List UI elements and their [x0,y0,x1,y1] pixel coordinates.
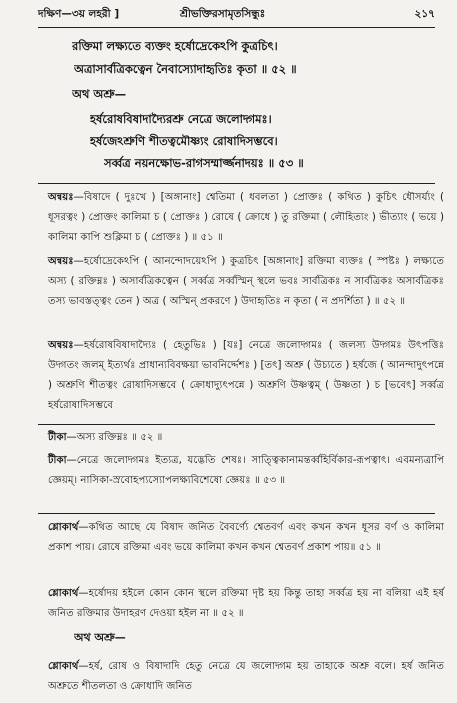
section-rule-1 [38,183,435,184]
verse-53-line-1: হর্ষরোষবিষাদাদ্যৈরশ্রু নেত্রে জলোদ্গমঃ। [90,112,272,126]
anvaya-51 [48,188,444,248]
atha-ashru-heading-2: অথ অশ্রু— [74,631,126,644]
tika-53 [48,451,444,491]
shlokartha-51-label: শ্লোকার্থ [48,522,79,533]
verse-52-line-2: অত্রাসার্বত্রিকত্বেন নৈবাস্যোদাহৃতিঃ কৃতা ॥ ৫২ ॥ [74,62,297,76]
anvaya-53-label: অন্বয়ঃ [48,340,74,351]
tika-52-text: —অস্য রক্তিম্নঃ ॥ ৫২ ॥ [66,432,163,443]
shlokartha-53-label: শ্লোকার্থ [48,661,79,672]
header-rule [38,27,435,28]
shlokartha-52 [48,584,444,624]
anvaya-53 [48,336,444,416]
tika-53-text: —নেত্রে জলোদ্গমঃ ইত্যত্র, যদ্ভেতি শেষঃ। সাত্ত্বিকানামন্তর্ব্বহির্বিকার-রূপত্বাৎ। এবমন্যত্রাপি জ্ঞেয়ম্। নাসিকা-স্রবোহপ্যস্যোপলক্ষ্যবিশেষো জ্ঞেয়ঃ ॥ ৫৩ ॥ [48,455,444,486]
section-rule-2 [38,424,435,425]
anvaya-51-label: অন্বয়ঃ [48,192,74,203]
shlokartha-51-text: —কথিত আছে যে বিষাদ জনিত বৈবর্ণ্যে শ্বেতবর্ণ এবং কখন কখন ধূসর বর্ণ ও কালিমা প্রকাশ পায়। রোষে রক্তিমা এবং ভয়ে কালিমা কখন কখন শ্বেতবর্ণ প্রকাশ পায়॥ ৫১ ॥ [48,522,444,553]
anvaya-53-text: —হর্ষরোষবিষাদাদ্যৈঃ ( হেতুভিঃ ) [যঃ] নেত্রে জলোদ্গমঃ ( জলস্য উদ্গমঃ উৎপত্তিঃ উদ্গতং জলম্ ইত্যর্থঃ প্রাধান্যবিবক্ষয়া ভাবনির্দ্দেশঃ ) [তৎ] অশ্রু ( উচ্যতে ) হর্ষজে ( আনন্দাদুৎপন্নে ) অশ্রুণি শীতত্বং রোষাদিসম্ভবে ( ক্রোধাদ্যুৎপন্নে ) অশ্রুণি উষ্ণত্বম্ ( উষ্ণতা ) চ [ভবেৎ] সর্ব্বত্র হর্ষরোষাদিসম্ভবে [48,340,444,411]
shlokartha-53-text: —হর্ষ, রোষ ও বিষাদাদি হেতু নেত্রে যে জলোদ্গম হয় তাহাকে অশ্রু বলে। হর্ষ জনিত অশ্রুতে শীতলতা ও ক্রোধাদি জনিত [48,661,444,692]
tika-52-label: টীকা [48,432,67,443]
tika-52 [48,428,444,448]
shlokartha-53 [48,657,444,697]
page-number: ২১৭ [414,8,435,20]
chapter-heading: দক্ষিণ—৩য় লহরী ] [38,8,120,20]
anvaya-52-label: অন্বয়ঃ [48,256,74,267]
anvaya-52 [48,252,444,312]
verse-53-line-2: হর্ষজেঽশ্রুণি শীতত্বমৌষ্ণ্যং রোষাদিসম্ভবে। [90,134,278,148]
shlokartha-52-label: শ্লোকার্থ [48,588,79,599]
tika-53-label: টীকা [48,455,67,466]
book-title: শ্রীভক্তিরসামৃতসিন্ধুঃ [180,8,266,20]
page-header [38,7,435,25]
shlokartha-51 [48,518,444,558]
verse-53-line-3: সর্ব্বত্র নয়নক্ষোভ-রাগসম্মার্জ্জনাদয়ঃ ॥ ৫৩ ॥ [104,156,304,170]
atha-ashru-heading: অথ অশ্রু— [72,87,127,101]
section-rule-3 [38,513,435,514]
verse-52-line-1: রক্তিমা লক্ষ্যতে ব্যক্তং হর্ষোদ্রেকেঽপি কুত্রচিৎ। [72,39,278,53]
shlokartha-52-text: —হর্ষোদয় হইলে কোন কোন স্থলে রক্তিমা দৃষ্ট হয় কিন্তু তাহা সর্ব্বত্র হয় না বলিয়া এই হর্ষ জনিত রক্তিমার উদাহরণ দেওয়া হইল না ॥ ৫২ ॥ [48,588,444,619]
anvaya-52-text: —হর্ষোদ্রেকেঽপি ( আনন্দোদয়েঽপি ) কুত্রচিৎ [অঙ্গানাং] রক্তিমা ব্যক্তঃ ( স্পষ্টঃ ) লক্ষ্যতে অস্য ( রক্তিম্নঃ ) অসার্বত্রিকত্বেন ( সর্ব্বত্র সর্ব্বস্মিন্ স্থলে ভবঃ সার্বত্রিকঃ ন সার্বত্রিকঃ অসার্বত্রিকঃ তস্য ভাবস্তত্ত্বং তেন ) অত্র ( অস্মিন্ প্রকরণে ) উদাহৃতিঃ ন কৃতা ( ন প্রদর্শিতা ) ॥ ৫২ ॥ [48,256,444,307]
anvaya-51-text: —বিষাদে ( দুঃখে ) [অঙ্গানাং] শ্বেতিমা ( ধবলতা ) প্রোক্তঃ ( কথিত ) কুচিৎ ধৌসর্য্যং ( ধূসরত্বং ) প্রোক্তং কালিমা চ ( প্রোক্তঃ ) রোষে ( ক্রোধে ) তু রক্তিমা ( লৌহিত্যং ) ভীত্যাং ( ভয়ে ) কালিমা কাপি শুক্লিমা চ ( প্রোক্তঃ ) ॥ ৫১ ॥ [48,192,444,243]
